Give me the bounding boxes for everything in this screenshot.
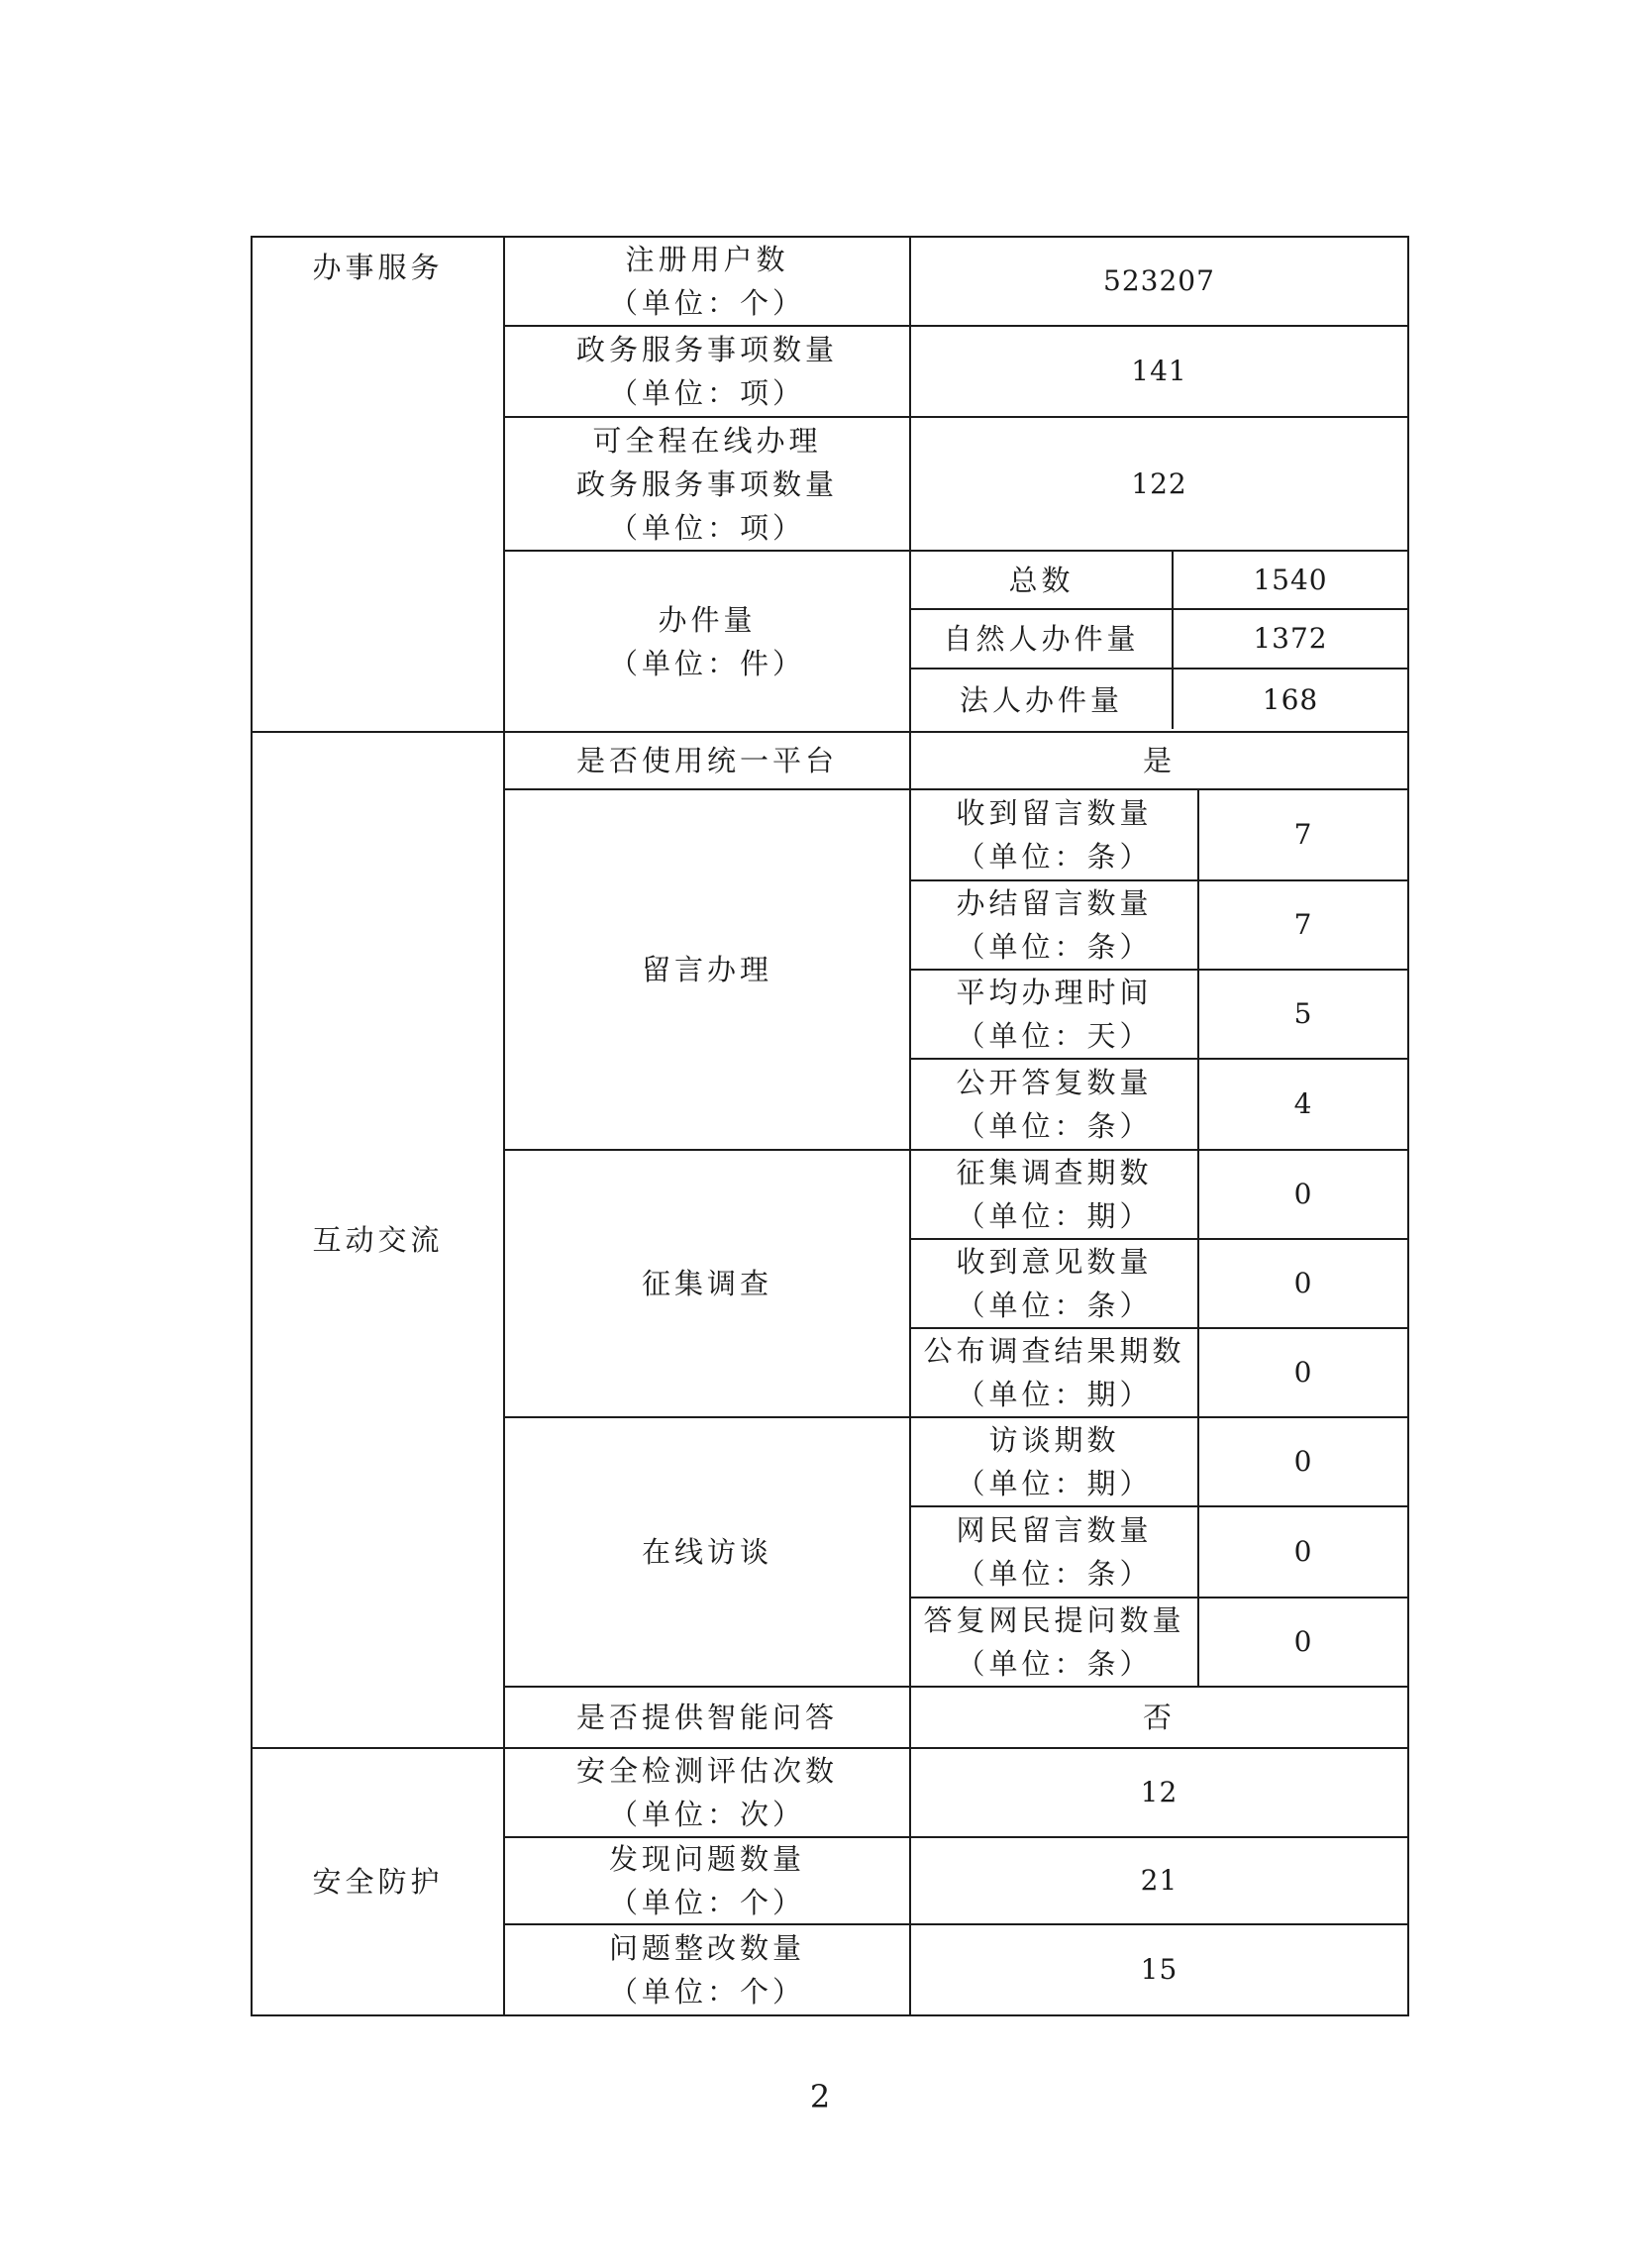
online-items-value [911,418,1407,550]
item-label: 收到留言数量 [956,796,1153,830]
messages-closed-value [1199,881,1407,969]
messages-received-label [911,790,1197,879]
item-unit: （单位：条） [956,1289,1153,1322]
item-label: 问题整改数量 [608,1931,805,1965]
item-label: 在线访谈 [641,1535,772,1569]
item-label: 安全检测评估次数 [575,1754,838,1788]
item-label: 平均办理时间 [956,976,1153,1009]
unified-platform-label [505,733,909,788]
item-label: 政务服务事项数量 [575,466,838,501]
item-value: 0 [1293,1625,1313,1658]
item-value: 0 [1293,1178,1313,1210]
item-value: 122 [1131,466,1187,500]
item-label: 答复网民提问数量 [923,1603,1185,1637]
interview-messages-value [1199,1507,1407,1597]
item-label: 法人办件量 [959,683,1123,717]
cases-natural-label [911,610,1172,668]
item-label: 注册用户数 [625,243,789,276]
item-label: 总数 [1008,563,1075,597]
item-value: 15 [1140,1953,1179,1986]
item-unit: （单位：个） [608,1975,805,2009]
item-value: 0 [1293,1267,1313,1299]
messages-received-value [1199,790,1407,879]
online-items-label [505,418,909,550]
item-value: 否 [1142,1701,1176,1734]
item-unit: （单位：件） [608,646,805,680]
survey-opinions-label [911,1240,1197,1327]
item-unit: （单位：天） [956,1019,1153,1053]
item-value: 0 [1293,1445,1313,1478]
item-label: 征集调查 [641,1267,772,1300]
item-value: 0 [1293,1356,1313,1389]
item-label: 政务服务事项数量 [575,333,838,366]
service-items-value [911,327,1407,416]
survey-periods-value [1199,1151,1407,1238]
section-label-service [253,238,503,731]
item-value: 4 [1293,1087,1313,1120]
cases-legal-value [1174,670,1407,731]
item-value: 523207 [1103,264,1215,297]
section-label-interaction [253,733,503,1747]
interview-periods-label [911,1418,1197,1505]
item-value: 21 [1140,1864,1179,1897]
messages-avg-time-value [1199,971,1407,1058]
item-unit: （单位：个） [608,1886,805,1919]
survey-results-label [911,1329,1197,1416]
survey-periods-label [911,1151,1197,1238]
survey-label [505,1151,909,1416]
item-label: 收到意见数量 [956,1245,1153,1279]
item-unit: （单位：条） [956,930,1153,964]
item-value: 1540 [1253,563,1328,596]
messages-public-value [1199,1060,1407,1149]
item-unit: （单位：条） [956,1557,1153,1591]
item-label: 办结留言数量 [956,886,1153,920]
security-fixed-value [911,1925,1407,2014]
item-value: 141 [1131,355,1187,387]
survey-results-value [1199,1329,1407,1416]
interview-messages-label [911,1507,1197,1597]
item-value: 12 [1140,1776,1179,1808]
section-label-text: 办事服务 [312,251,444,284]
item-label: 是否使用统一平台 [575,744,838,777]
item-label: 网民留言数量 [956,1513,1153,1547]
interview-replies-label [911,1598,1197,1686]
table-border-bottom [251,2014,1409,2016]
cases-legal-label [911,670,1172,731]
item-label: 公布调查结果期数 [923,1334,1185,1368]
item-value: 168 [1262,683,1319,716]
item-unit: （单位：条） [956,1647,1153,1681]
item-unit: （单位：期） [956,1199,1153,1233]
item-label: 是否提供智能问答 [575,1701,838,1734]
smart-qa-value [911,1688,1407,1747]
item-unit: （单位：项） [608,510,805,545]
item-unit: （单位：期） [956,1378,1153,1411]
security-issues-value [911,1838,1407,1923]
messages-avg-time-label [911,971,1197,1058]
smart-qa-label [505,1688,909,1747]
interview-replies-value [1199,1598,1407,1686]
item-label: 留言办理 [641,953,772,986]
survey-opinions-value [1199,1240,1407,1327]
section-label-text: 安全防护 [312,1865,444,1899]
unified-platform-value [911,733,1407,788]
registered-users-value [911,238,1407,325]
item-unit: （单位：次） [608,1798,805,1831]
messages-label [505,790,909,1149]
item-unit: （单位：项） [608,376,805,410]
cases-label [505,552,909,731]
interview-label [505,1418,909,1686]
page-number: 2 [809,2078,831,2115]
section-label-security [253,1749,503,2014]
messages-closed-label [911,881,1197,969]
item-value: 7 [1293,908,1313,941]
item-value: 1372 [1253,622,1328,655]
item-label: 自然人办件量 [943,622,1140,656]
security-checks-value [911,1749,1407,1836]
security-issues-label [505,1838,909,1923]
item-unit: （单位：条） [956,1109,1153,1143]
table-border-right [1407,236,1409,2016]
item-unit: （单位：条） [956,840,1153,874]
item-value: 7 [1293,818,1313,851]
security-checks-label [505,1749,909,1836]
item-label: 征集调查期数 [956,1156,1153,1189]
cases-total-label [911,552,1172,608]
item-label: 可全程在线办理 [592,423,822,458]
item-value: 是 [1142,744,1176,777]
item-label: 公开答复数量 [956,1066,1153,1099]
interview-periods-value [1199,1418,1407,1505]
item-label: 办件量 [658,602,757,637]
item-unit: （单位：期） [956,1467,1153,1500]
service-items-label [505,327,909,416]
item-label: 访谈期数 [988,1423,1120,1457]
item-unit: （单位：个） [608,286,805,320]
item-label: 发现问题数量 [608,1842,805,1876]
section-label-text: 互动交流 [312,1223,444,1257]
cases-total-value [1174,552,1407,608]
security-fixed-label [505,1925,909,2014]
item-value: 0 [1293,1535,1313,1568]
cases-natural-value [1174,610,1407,668]
registered-users-label [505,238,909,325]
messages-public-label [911,1060,1197,1149]
item-value: 5 [1293,997,1313,1030]
